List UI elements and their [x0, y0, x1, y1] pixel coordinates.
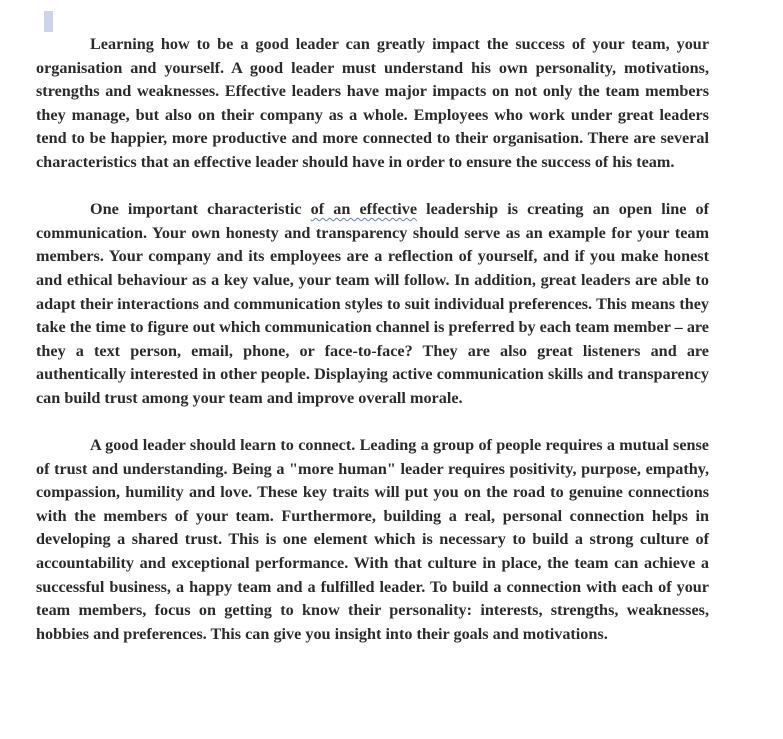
- grammar-flagged-phrase[interactable]: of an effective: [310, 200, 417, 219]
- paragraph-2-text-after: leadership is creating an open line of communication. Your own honesty and transparency should serve as an example for your team members. Your company and its employees are a reflection of yourself, and if you make honest and ethical behaviour as a key value, your team will follow. In addition, great leaders are able to adapt their interactions and communication styles to suit individual preferences. This means they take the time to figure out which communication channel is preferred by each team member – are they a text person, email, phone, or face-to-face? They are also great listeners and are authentically interested in other people. Displaying active communication skills and transparency can build trust among your team and improve overall morale.: [36, 200, 709, 407]
- text-cursor-marker: [44, 11, 53, 32]
- paragraph-3[interactable]: A good leader should learn to connect. Leading a group of people requires a mutual sense of trust and understanding. Being a "more human" leader requires positivity, purpose, empathy, compassion, humility and love. These key traits will put you on the road to genuine connections with the members of your team. Furthermore, building a real, personal connection helps in developing a shared trust. This is one element which is necessary to build a strong culture of accountability and exceptional performance. With that culture in place, the team can achieve a successful business, a happy team and a fulfilled leader. To build a connection with each of your team members, focus on getting to know their personality: interests, strengths, weaknesses, hobbies and preferences. This can give you insight into their goals and motivations.: [36, 436, 709, 643]
- paragraph-1[interactable]: Learning how to be a good leader can greatly impact the success of your team, your organisation and yourself. A good leader must understand his own personality, motivations, strengths and weaknesses. Effective leaders have major impacts on not only the team members they manage, but also on their company as a whole. Employees who work under great leaders tend to be happier, more productive and more connected to their organisation. There are several characteristics that an effective leader should have in order to ensure the success of his team.: [36, 35, 709, 171]
- document-body[interactable]: [36, 33, 709, 670]
- paragraph-2[interactable]: [36, 198, 709, 410]
- paragraph-2-text-before: One important characteristic: [90, 200, 311, 219]
